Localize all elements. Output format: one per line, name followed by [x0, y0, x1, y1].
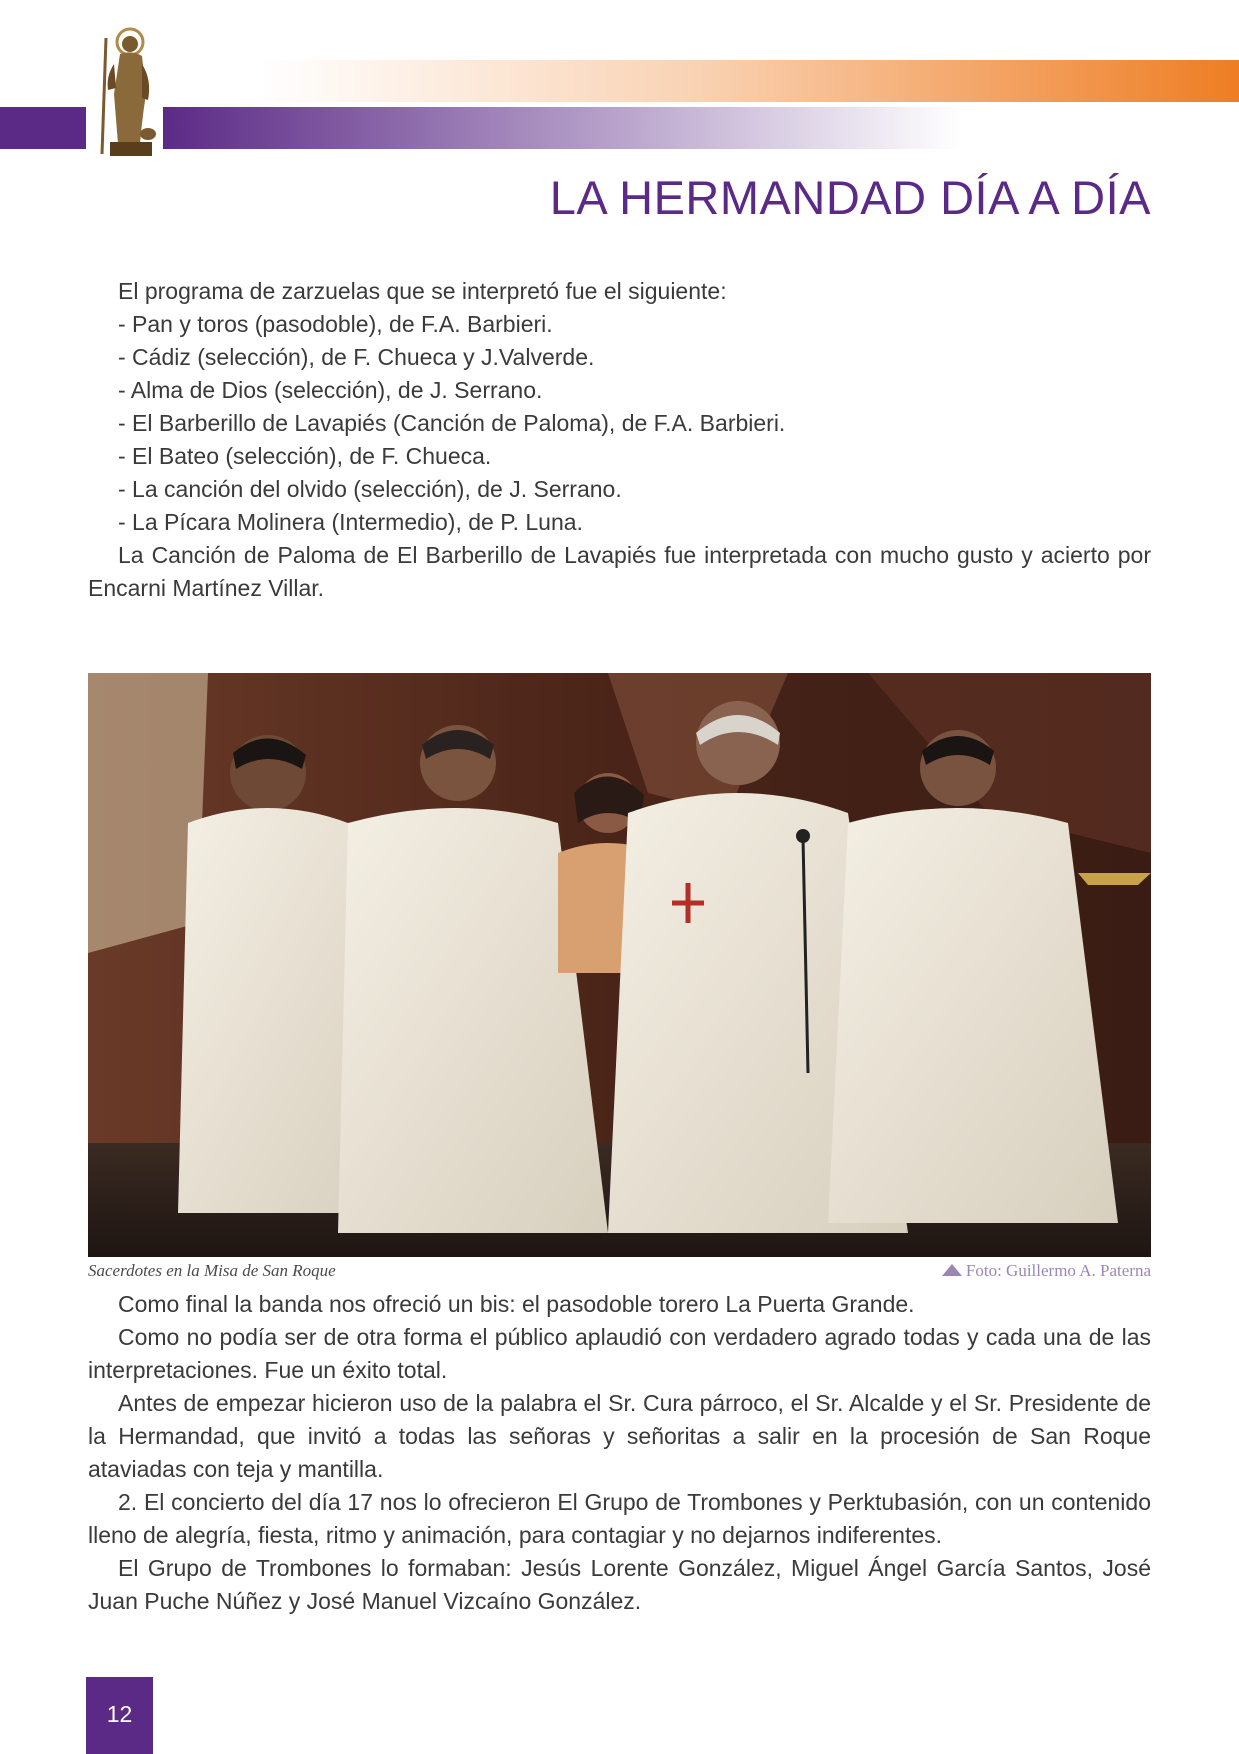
program-item: - Alma de Dios (selección), de J. Serrano.	[118, 377, 543, 403]
triangle-up-icon	[942, 1264, 962, 1276]
photo-credit-text: Foto: Guillermo A. Paterna	[965, 1261, 1151, 1280]
intro-closing-paragraph: La Canción de Paloma de El Barberillo de Lavapiés fue interpretada con mucho gusto y acierto por Encarni Martínez Villar.	[88, 542, 1151, 601]
body-paragraph: 2. El concierto del día 17 nos lo ofrecieron El Grupo de Trombones y Perktubasión, con un contenido lleno de alegría, fiesta, ritmo y animación, para contagiar y no dejarnos indiferentes.	[88, 1489, 1151, 1548]
header-purple-band-left	[0, 107, 86, 149]
header-orange-band	[260, 60, 1239, 102]
header-purple-band	[163, 107, 963, 149]
body-paragraph: El Grupo de Trombones lo formaban: Jesús Lorente González, Miguel Ángel García Santos, José Juan Puche Núñez y José Manuel Vizcaíno González.	[88, 1555, 1151, 1614]
body-paragraph: Como final la banda nos ofreció un bis: el pasodoble torero La Puerta Grande.	[118, 1291, 915, 1317]
program-item: - La Pícara Molinera (Intermedio), de P. Luna.	[118, 509, 583, 535]
photo-caption: Sacerdotes en la Misa de San Roque	[88, 1261, 336, 1280]
intro-line: El programa de zarzuelas que se interpretó fue el siguiente:	[118, 278, 727, 304]
page-number-box	[86, 1677, 153, 1754]
program-item: - El Barberillo de Lavapiés (Canción de Paloma), de F.A. Barbieri.	[118, 410, 786, 436]
section-title: LA HERMANDAD DÍA A DÍA	[549, 171, 1151, 224]
intro-text	[88, 275, 1151, 605]
program-item: - Pan y toros (pasodoble), de F.A. Barbieri.	[118, 311, 553, 337]
priests-photo	[88, 673, 1151, 1257]
page-number: 12	[106, 1701, 133, 1727]
saint-statue-icon	[92, 24, 160, 160]
photo-credit	[942, 1261, 1151, 1281]
program-item: - La canción del olvido (selección), de J. Serrano.	[118, 476, 622, 502]
program-item: - El Bateo (selección), de F. Chueca.	[118, 443, 492, 469]
body-paragraph: Como no podía ser de otra forma el público aplaudió con verdadero agrado todas y cada una de las interpretaciones. Fue un éxito total.	[88, 1324, 1151, 1383]
program-item: - Cádiz (selección), de F. Chueca y J.Valverde.	[118, 344, 595, 370]
body-text	[88, 1288, 1151, 1618]
body-paragraph: Antes de empezar hicieron uso de la palabra el Sr. Cura párroco, el Sr. Alcalde y el Sr. Presidente de la Hermandad, que invitó a todas las señoras y señoritas a salir en la procesión de San Roque ataviadas con teja y mantilla.	[88, 1390, 1151, 1482]
